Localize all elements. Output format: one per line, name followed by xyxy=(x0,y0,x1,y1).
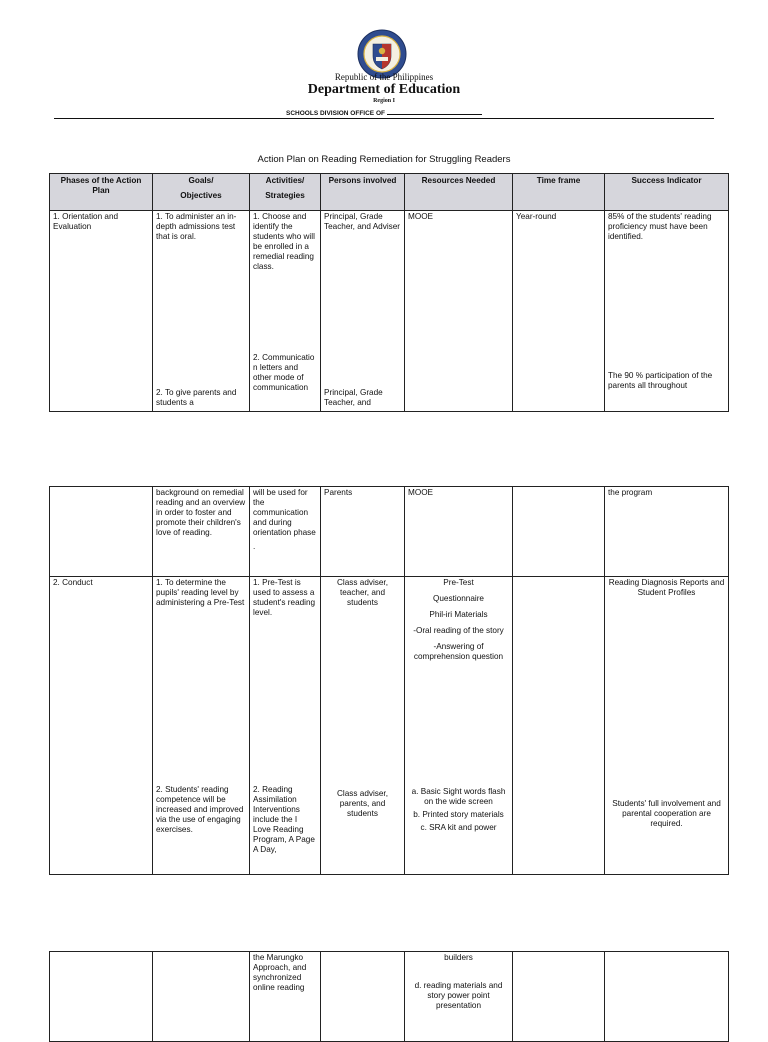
cell-goals xyxy=(153,211,250,412)
cell-p3-success xyxy=(605,952,729,1042)
resources-group-2 xyxy=(408,787,509,833)
cell-resources-conduct xyxy=(405,577,513,875)
cell-activities-conduct xyxy=(250,577,321,875)
resource-printed-story: b. Printed story materials xyxy=(413,810,504,819)
resource-phil-iri: Phil-iri Materials xyxy=(429,610,488,619)
success-1: 85% of the students' reading proficiency must have been identified. xyxy=(608,212,712,241)
conduct-success-1: Reading Diagnosis Reports and Student Profiles xyxy=(608,578,725,597)
conduct-persons-2: Class adviser, parents, and students xyxy=(337,789,388,818)
cell-timeframe-conduct xyxy=(513,577,605,875)
cell-p3-persons xyxy=(321,952,405,1042)
cell-activity-cont xyxy=(250,487,321,577)
cell-p3-goals xyxy=(153,952,250,1042)
header-rule xyxy=(54,118,714,119)
cell-timeframe: Year-round xyxy=(513,211,605,412)
cell-timeframe-empty xyxy=(513,487,605,577)
cell-activities xyxy=(250,211,321,412)
resource-sra-kit: c. SRA kit and power xyxy=(420,823,497,832)
cell-persons-cont: Parents xyxy=(321,487,405,577)
goal-1: 1. To administer an in-depth admissions test that is oral. xyxy=(156,212,237,241)
header-goals xyxy=(153,174,250,211)
sdo-label: SCHOOLS DIVISION OFFICE OF xyxy=(286,110,385,117)
header-resources: Resources Needed xyxy=(405,174,513,211)
cell-p3-resources xyxy=(405,952,513,1042)
cell-success-conduct xyxy=(605,577,729,875)
sdo-blank-line xyxy=(387,108,482,115)
header-activities-line1: Activities/ xyxy=(265,176,305,185)
resource-sight-words: a. Basic Sight words flash on the wide screen xyxy=(411,787,506,806)
activity-cont-text: will be used for the communication and during orientation phase xyxy=(253,488,316,537)
cell-success xyxy=(605,211,729,412)
action-plan-table-part-1 xyxy=(49,173,729,412)
conduct-activity-1: 1. Pre-Test is used to assess a student's reading level. xyxy=(253,578,316,617)
header-persons: Persons involved xyxy=(321,174,405,211)
header-goals-line1: Goals/ xyxy=(188,176,214,185)
conduct-activity-2: 2. Reading Assimilation Interventions include the I Love Reading Program, A Page A Day, xyxy=(253,785,315,854)
conduct-goal-2: 2. Students' reading competence will be increased and improved via the use of engaging exercises. xyxy=(156,785,244,834)
resource-questionnaire: Questionnaire xyxy=(433,594,484,603)
cell-p3-phase xyxy=(50,952,153,1042)
cell-phase-conduct: 2. Conduct xyxy=(50,577,153,875)
cell-p3-timeframe xyxy=(513,952,605,1042)
goal-2: 2. To give parents and students a xyxy=(156,388,237,407)
resource-oral-reading: -Oral reading of the story xyxy=(413,626,504,635)
header-phase: Phases of the Action Plan xyxy=(50,174,153,211)
department-title: Department of Education xyxy=(307,82,461,97)
header-success: Success Indicator xyxy=(605,174,729,211)
resource-builders: builders xyxy=(444,953,473,962)
activity-2: 2. Communicatio n letters and other mode of communication xyxy=(253,353,315,392)
region-text: Region I xyxy=(373,98,395,104)
action-plan-table-part-2 xyxy=(49,486,729,875)
header-activities xyxy=(250,174,321,211)
header-activities-line2: Strategies xyxy=(265,191,305,200)
success-2: The 90 % participation of the parents all throughout xyxy=(608,371,713,390)
activity-cont-dot: . xyxy=(253,542,256,551)
persons-2: Principal, Grade Teacher, and xyxy=(324,388,383,407)
resource-comprehension: -Answering of comprehension question xyxy=(413,642,504,661)
cell-resources-cont: MOOE xyxy=(405,487,513,577)
cell-p3-activity: the Marungko Approach, and synchronized online reading xyxy=(250,952,321,1042)
document-title: Action Plan on Reading Remediation for Struggling Readers xyxy=(257,154,511,165)
header-goals-line2: Objectives xyxy=(180,191,222,200)
cell-goal-cont: background on remedial reading and an overview in order to foster and promote their children's love of reading. xyxy=(153,487,250,577)
republic-text: Republic of the Philippines xyxy=(334,72,434,82)
action-plan-table-part-3 xyxy=(49,951,729,1042)
conduct-persons-1: Class adviser, teacher, and students xyxy=(337,578,388,607)
sdo-line xyxy=(0,108,768,117)
cell-persons xyxy=(321,211,405,412)
resource-pretest: Pre-Test xyxy=(443,578,474,587)
cell-phase: 1. Orientation and Evaluation xyxy=(50,211,153,412)
cell-phase-empty xyxy=(50,487,153,577)
cell-resources: MOOE xyxy=(405,211,513,412)
activity-1: 1. Choose and identify the students who will be enrolled in a remedial reading class. xyxy=(253,212,315,271)
persons-1: Principal, Grade Teacher, and Adviser xyxy=(324,212,401,231)
resource-reading-materials: d. reading materials and story power point presentation xyxy=(414,981,503,1010)
cell-persons-conduct xyxy=(321,577,405,875)
header-timeframe: Time frame xyxy=(513,174,605,211)
cell-goals-conduct xyxy=(153,577,250,875)
conduct-goal-1: 1. To determine the pupils' reading level by administering a Pre-Test xyxy=(156,578,245,607)
conduct-success-2: Students' full involvement and parental cooperation are required. xyxy=(612,799,721,828)
cell-success-cont: the program xyxy=(605,487,729,577)
